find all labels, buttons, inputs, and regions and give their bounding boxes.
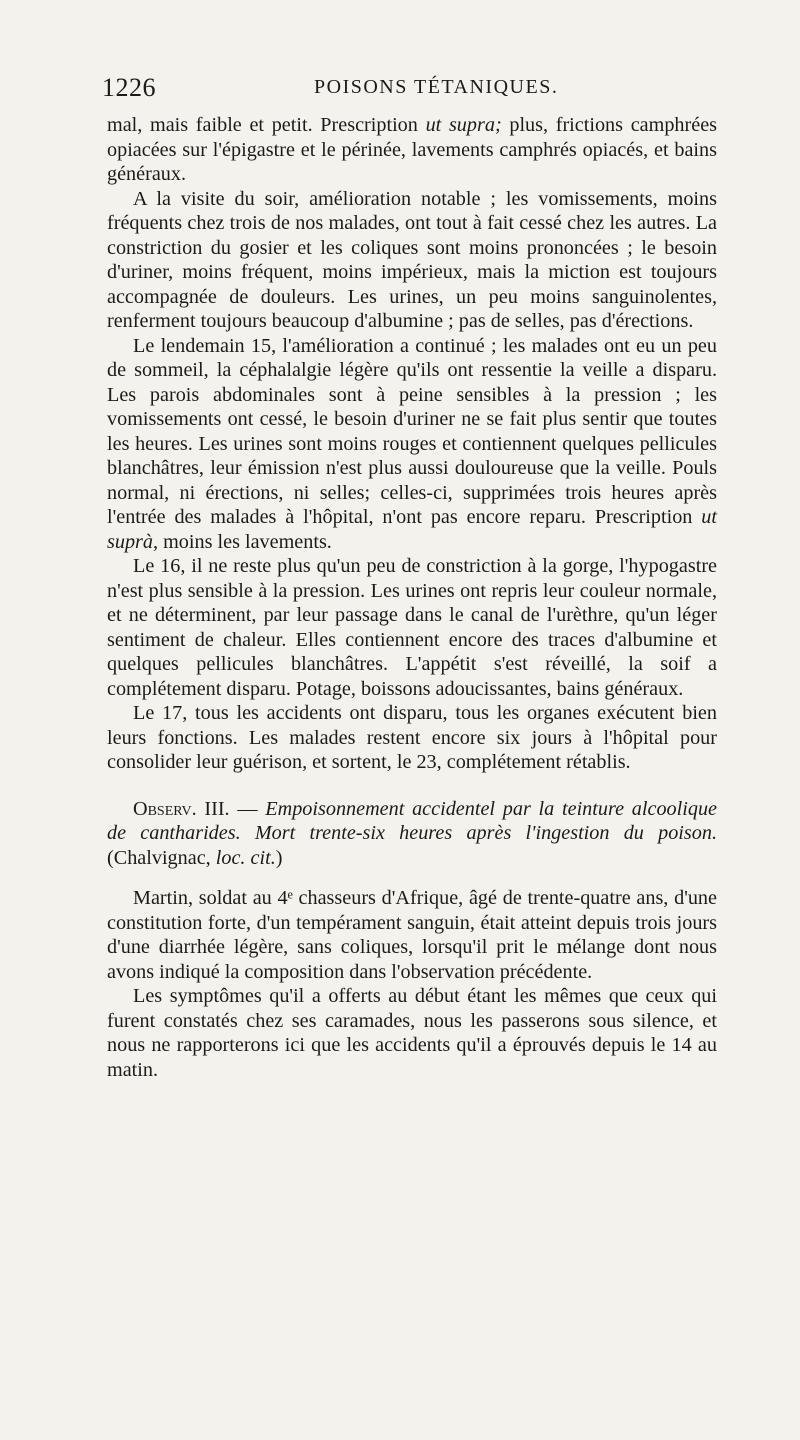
text-run: plus, frictions camphrées opiacées sur l'épigastre et le périnée, lavements camphrés opiacés, et bains généraux.: [107, 114, 718, 185]
page-number: 1226: [102, 73, 156, 102]
paragraph: [107, 886, 717, 984]
small-caps-text: Observ.: [133, 797, 197, 820]
text-run: A la visite du soir, amélioration notable ; les vomissements, moins fréquents chez trois de nos malades, ont tout à fait cessé chez les autres. La constriction du gosier et les coliques sont moins prononcées ; le besoin d'uriner, moins fréquent, moins impérieux, mais la miction est toujours accompagnée de douleurs. Les urines, un peu moins sanguinolentes, renferment toujours beaucoup d'albumine ; pas de selles, pas d'érections.: [107, 187, 717, 332]
paragraph: [107, 113, 717, 187]
observation-heading: [107, 797, 717, 871]
text-run: Le lendemain 15, l'amélioration a continué ; les malades ont eu un peu de sommeil, la céphalalgie légère qu'ils ont ressentie la veille a disparu. Les parois abdominales sont à peine sensibles à la pression ; les vomissements ont cessé, le besoin d'uriner ne se fait plus sentir que toutes les heures. Les urines sont moins rouges et contiennent quelques pellicules blanchâtres, leur émission n'est plus aussi douloureuse que la veille. Pouls normal, ni érections, ni selles; celles-ci, supprimées trois heures après l'entrée des malades à l'hôpital, n'ont pas encore reparu. Prescription: [107, 334, 717, 528]
paragraph: [107, 554, 717, 701]
text-run: Martin, soldat au 4ᵉ chasseurs d'Afrique, âgé de trente-quatre ans, d'une constitution forte, d'un tempérament sanguin, était atteint depuis trois jours d'une diarrhée légère, sans coliques, lorsqu'il prit le mélange dont nous avons indiqué la composition dans l'observation précédente.: [107, 887, 717, 983]
page-header: [102, 73, 720, 109]
text-run: Le 17, tous les accidents ont disparu, tous les organes exécutent bien leurs fonctions. Les malades restent encore six jours à l'hôpital pour consolider leur guérison, et sortent, le 23, complétement rétablis.: [107, 702, 717, 773]
italic-text: loc. cit.: [215, 846, 276, 869]
italic-text: Empoisonnement accidentel par la teinture alcoolique de cantharides. Mort trente-six heures après l'ingestion du poison.: [107, 797, 717, 844]
text-run: Le 16, il ne reste plus qu'un peu de constriction à la gorge, l'hypogastre n'est plus sensible à la pression. Les urines ont repris leur couleur normale, et ne déterminent, par leur passage dans le canal de l'urèthre, qu'un léger sentiment de chaleur. Elles contiennent encore des traces d'albumine et quelques pellicules blanchâtres. L'appétit s'est réveillé, la soif a complétement disparu. Potage, boissons adoucissantes, bains généraux.: [107, 555, 717, 700]
text-run: III. —: [196, 797, 266, 820]
paragraph: [107, 701, 717, 775]
paragraph: [107, 187, 717, 334]
text-run: mal, mais faible et petit. Prescription: [107, 114, 426, 136]
paragraph: [107, 334, 717, 555]
italic-text: ut suprà,: [107, 506, 717, 553]
text-run: moins les lavements.: [158, 530, 332, 553]
text-run: (Chalvignac,: [107, 846, 216, 869]
italic-text: ut supra;: [425, 114, 502, 136]
paragraph: [107, 984, 717, 1082]
text-run: ): [275, 846, 283, 869]
page-body: [107, 113, 717, 1082]
running-head: POISONS TÉTANIQUES.: [314, 76, 559, 98]
text-run: Les symptômes qu'il a offerts au début étant les mêmes que ceux qui furent constatés chez ses caramades, nous les passerons sous silence, et nous ne rapporterons ici que les accidents qu'il a éprouvés depuis le 14 au matin.: [107, 985, 717, 1081]
